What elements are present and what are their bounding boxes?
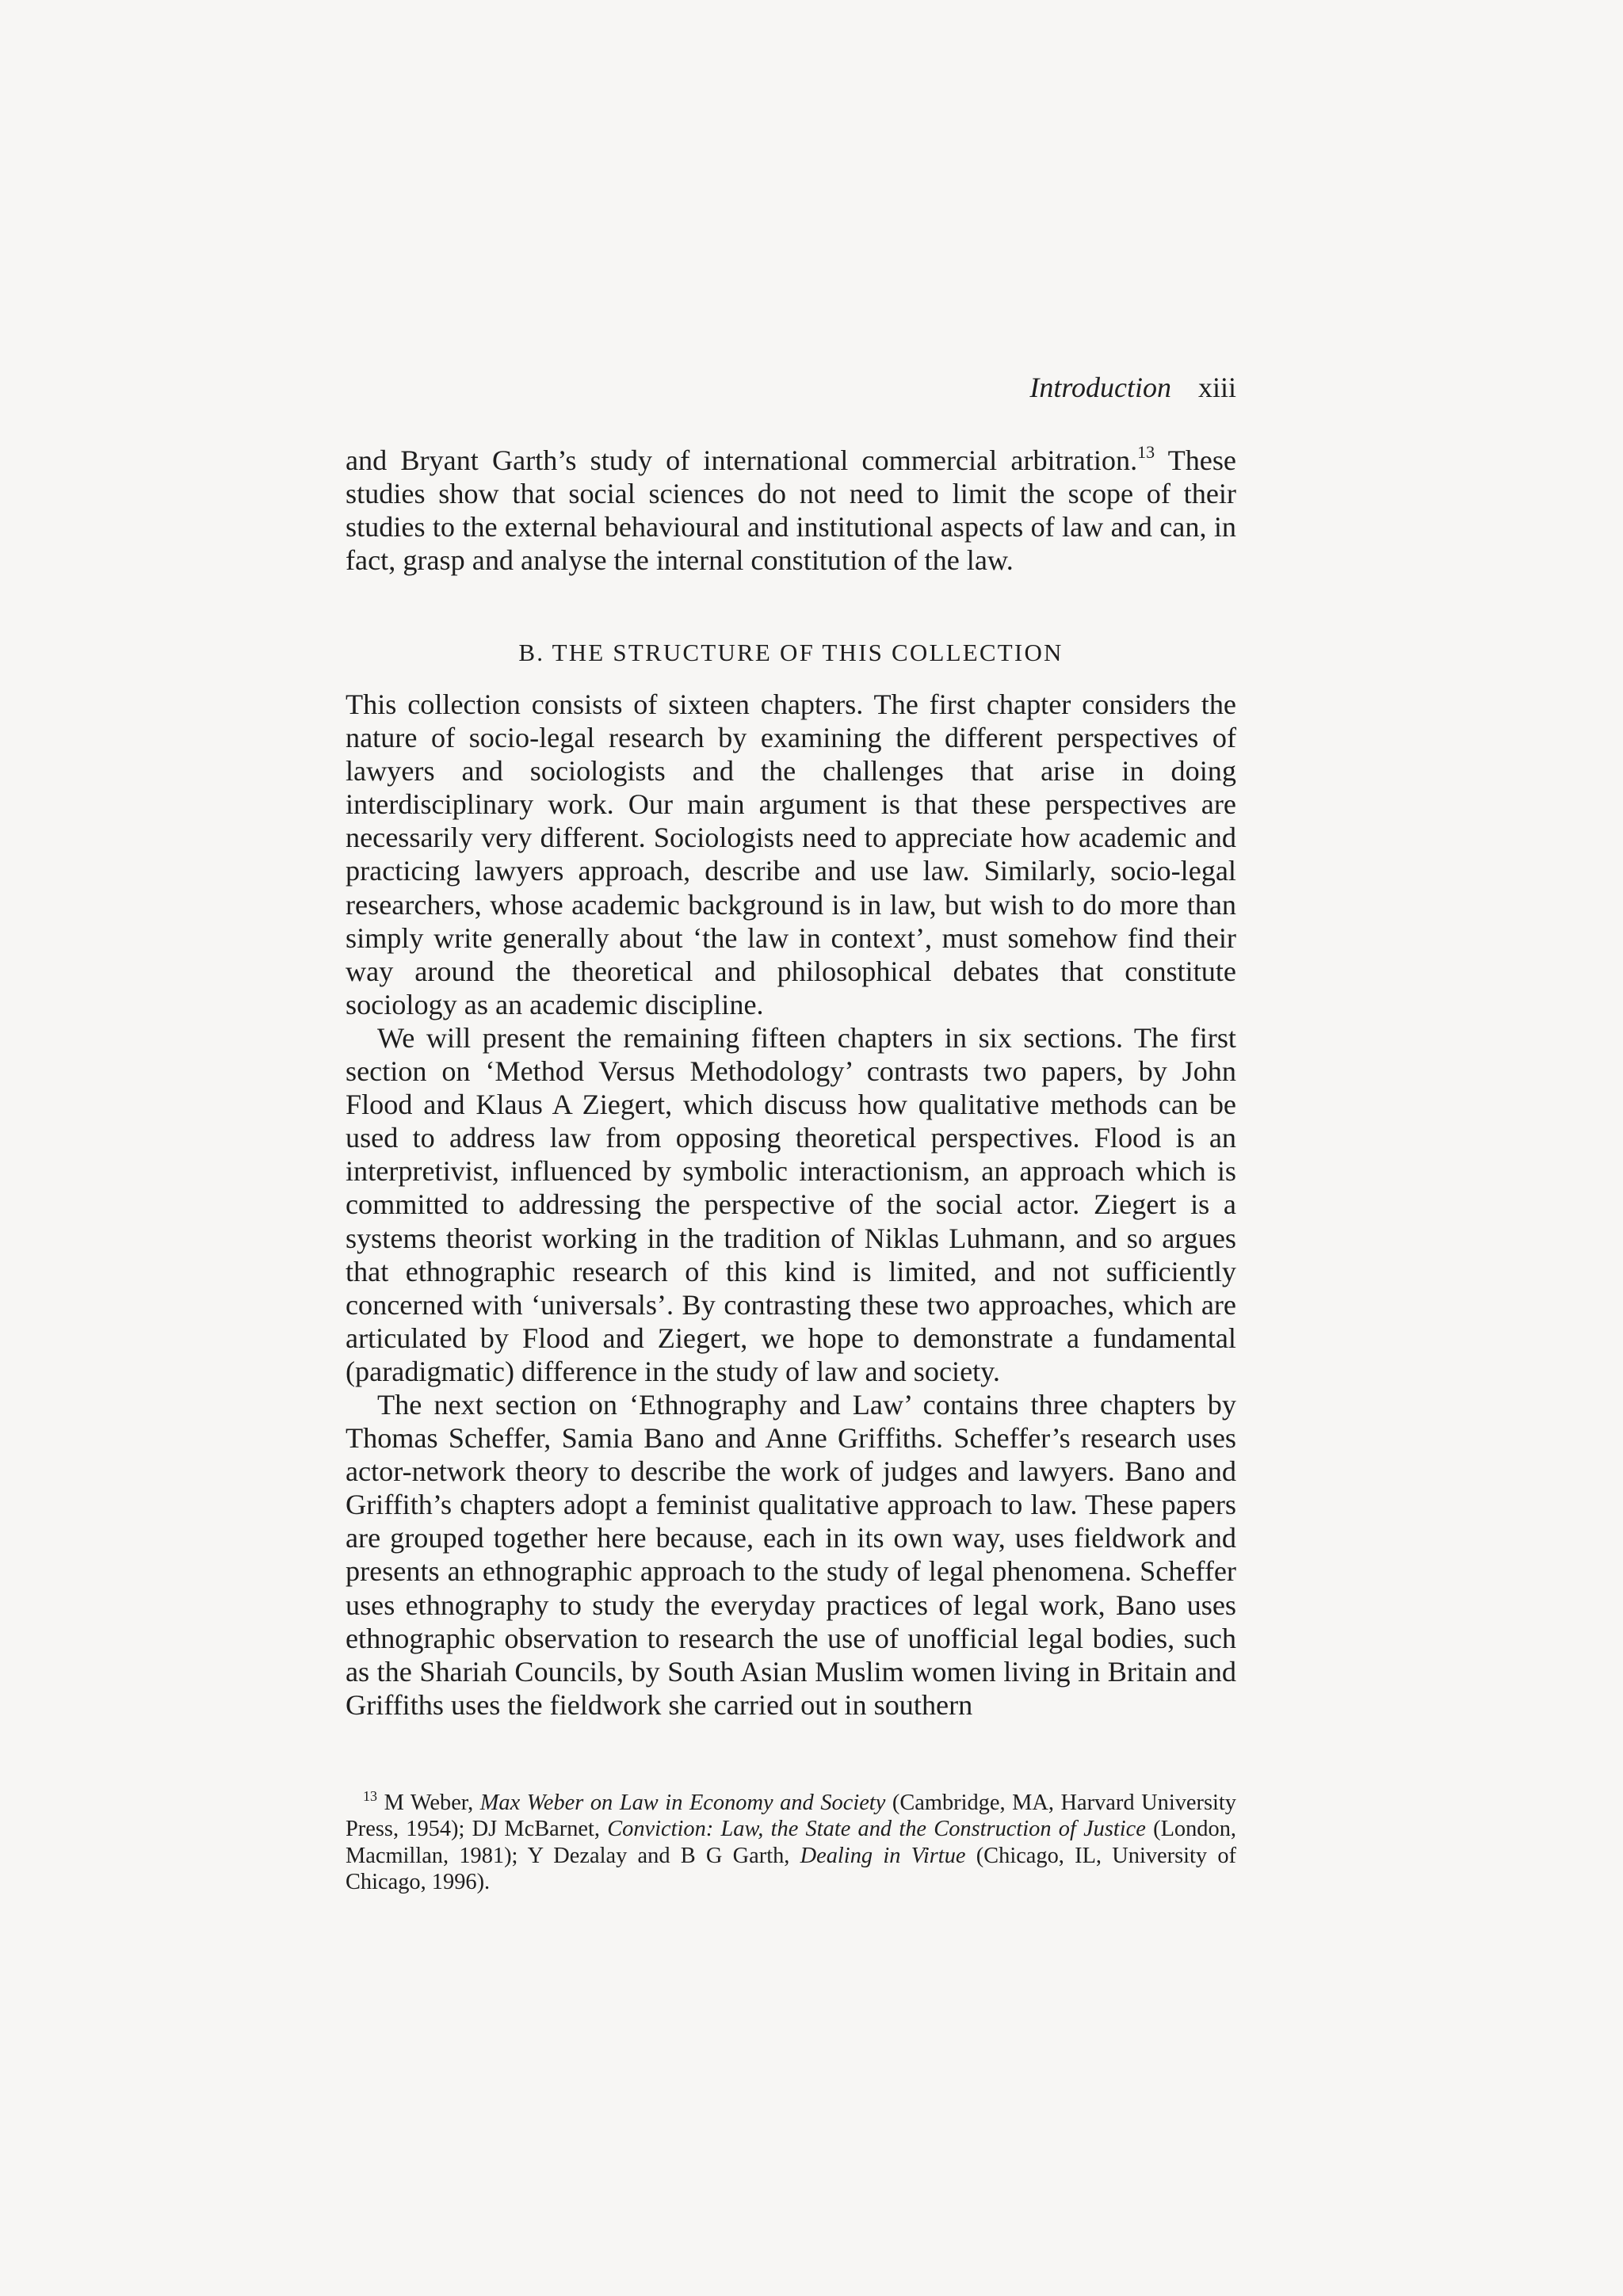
opening-paragraph (346, 444, 1236, 577)
running-head (346, 366, 1236, 409)
footnote-title: Dealing in Virtue (800, 1843, 966, 1868)
body-paragraph: We will present the remaining fifteen chapters in six sections. The first section on ‘Method Versus Methodology’ contrasts two papers, by John Flood and Klaus A Ziegert, which discuss how qualitative methods can be used to address law from opposing theoretical perspectives. Flood is an interpretivist, influenced by symbolic interactionism, an approach which is committed to addressing the perspective of the social actor. Ziegert is a systems theorist working in the tradition of Niklas Luhmann, and so argues that ethnographic research of this kind is limited, and not sufficiently concerned with ‘universals’. By contrasting these two approaches, which are articulated by Flood and Ziegert, we hope to demonstrate a fundamental (paradigmatic) difference in the study of law and society. (346, 1021, 1236, 1387)
body-paragraph: This collection consists of sixteen chapters. The first chapter considers the nature of socio-legal research by examining the different perspectives of lawyers and sociologists and the challenges that arise in doing interdisciplinary work. Our main argument is that these perspectives are necessarily very different. Sociologists need to appreciate how academic and practicing lawyers approach, describe and use law. Similarly, socio-legal researchers, whose academic background is in law, but wish to do more than simply write generally about ‘the law in context’, must somehow find their way around the theoretical and philosophical debates that constitute sociology as an academic discipline. (346, 688, 1236, 1020)
footnote-number: 13 (363, 1788, 377, 1804)
footnote-part: (London, Macmillan, 1981); Y Dezalay and B G Garth, (346, 1817, 1236, 1868)
running-head-title: Introduction (1029, 372, 1171, 403)
footnote-part: M Weber, (377, 1791, 480, 1815)
footnote-title: Max Weber on Law in Economy and Society (479, 1791, 886, 1815)
footnote-part: (Cambridge, MA, Harvard University Press, 1954); DJ McBarnet, (346, 1791, 1236, 1842)
opening-text-block (346, 444, 1236, 577)
footnote-part: (Chicago, IL, University of Chicago, 1996). (346, 1843, 1236, 1895)
footnote-reference: 13 (1137, 442, 1155, 462)
body-paragraph: The next section on ‘Ethnography and Law’ contains three chapters by Thomas Scheffer, Samia Bano and Anne Griffiths. Scheffer’s research uses actor-network theory to describe the work of judges and lawyers. Bano and Griffith’s chapters adopt a feminist qualitative approach to law. These papers are grouped together here because, each in its own way, uses fieldwork and presents an ethnographic approach to the study of legal phenomena. Scheffer uses ethnography to study the everyday practices of legal work, Bano uses ethnographic observation to research the use of unofficial legal bodies, such as the Shariah Councils, by South Asian Muslim women living in Britain and Griffiths uses the fieldwork she carried out in southern (346, 1388, 1236, 1721)
opening-paragraph-continuation: These studies show that social sciences do not need to limit the scope of their studies to the external behavioural and institutional aspects of law and can, in fact, grasp and analyse the internal constitution of the law. (346, 444, 1236, 577)
footnote (346, 1790, 1236, 1896)
body-text-block (346, 688, 1236, 1722)
section-heading: B. THE STRUCTURE OF THIS COLLECTION (518, 639, 1064, 666)
footnote-title: Conviction: Law, the State and the Construction of Justice (607, 1817, 1146, 1842)
page-number: xiii (1197, 372, 1236, 403)
opening-paragraph-text: and Bryant Garth’s study of international commercial arbitration. (346, 444, 1138, 476)
footnote-text (346, 1790, 1236, 1896)
